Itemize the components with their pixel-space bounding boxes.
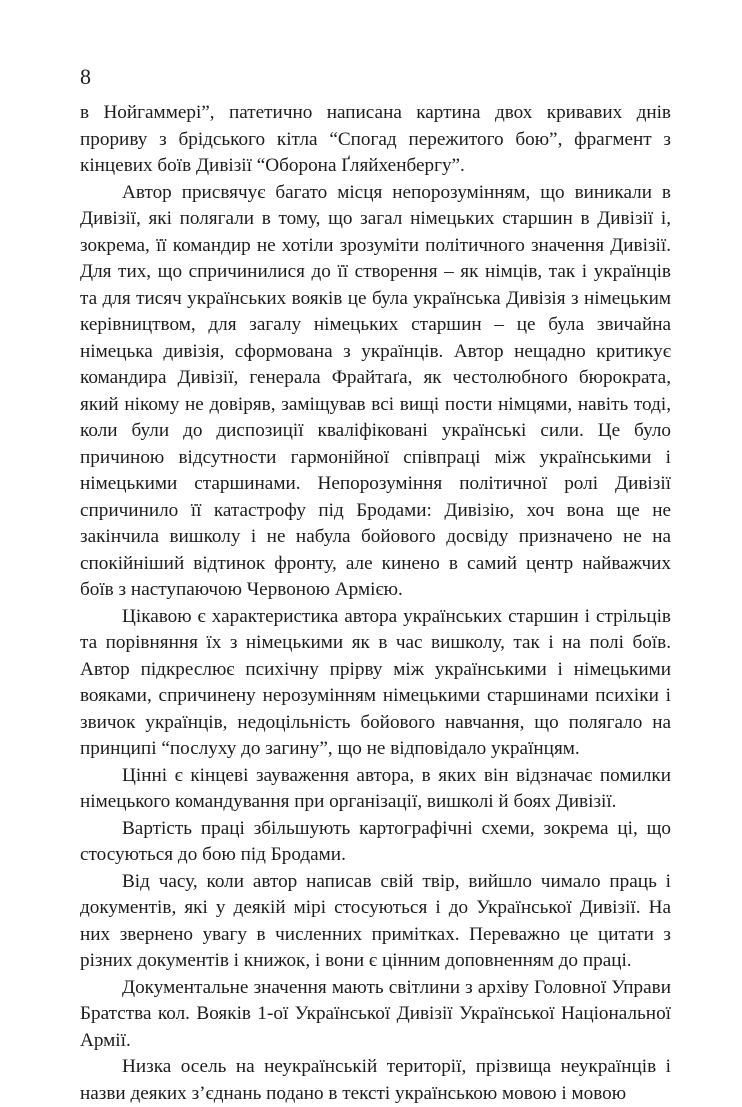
paragraph: в Нойгаммері”, патетично написана картина двох кривавих днів прориву з брідського кітла “Спогад пережитого бою”, фрагмент з кінцевих боїв Дивізії “Оборона Ґляйхенбергу”. xyxy=(80,102,671,176)
paragraph: Автор присвячує багато місця непорозумінням, що виникали в Дивізії, які полягали в тому, що загал німецьких старшин в Дивізії і, зокрема, її командир не хотіли зрозуміти політичного значення Дивізії. Для тих, що спричинилися до її створення – як німців, так і українців та для тисяч українських вояків це була українська Дивізія з німецьким керівництвом, для загалу німецьких старшин – це була звичайна німецька дивізія, сформована з українців. Автор нещадно критикує командира Дивізії, генерала Фрайтаґа, як честолюбного бюрократа, який нікому не довіряв, заміщував всі вищі пости німцями, навіть тоді, коли були до диспозиції кваліфіковані українські сили. Це було причиною відсутности гармонійної співпраці між українськими і німецькими старшинами. Непорозуміння політичної ролі Дивізії спричинило її катастрофу під Бродами: Дивізію, хоч вона ще не закінчила вишколу і не набула бойового досвіду призначено не на спокійніший відтинок фронту, але кинено в самий центр найважчих боїв з наступаючою Червоною Армією. xyxy=(80,181,671,600)
paragraph: Низка осель на неукраїнській території, прізвища неукраїнців і назви деяких з’єднань подано в тексті українською мовою і мовою xyxy=(80,1056,671,1104)
paragraph: Вартість праці збільшують картографічні схеми, зокрема ці, що стосуються до бою під Бродами. xyxy=(80,817,671,865)
paragraph: Від часу, коли автор написав свій твір, вийшло чимало праць і документів, які у деякій мірі стосуються і до Української Дивізії. На них звернено увагу в численних примітках. Переважно це цитати з різних документів і книжок, і вони є цінним доповненням до праці. xyxy=(80,870,671,971)
paragraph: Документальне значення мають світлини з архіву Головної Управи Братства кол. Вояків 1-ої Української Дивізії Української Національної Армії. xyxy=(80,976,671,1051)
page-number: 8 xyxy=(80,64,91,89)
paragraph: Цінні є кінцеві зауваження автора, в яких він відзначає помилки німецького командування при організації, вишколі й боях Дивізії. xyxy=(80,764,671,812)
paragraph: Цікавою є характеристика автора українських старшин і стрільців та порівняння їх з німецькими як в час вишколу, так і на полі боїв. Автор підкреслює психічну прірву між українськими і німецькими вояками, спричинену нерозумінням німецькими старшинами психіки і звичок українців, недоцільність бойового навчання, що полягало на принципі “послуху до загину”, що не відповідало українцям. xyxy=(80,605,671,759)
body-text xyxy=(80,100,671,1107)
